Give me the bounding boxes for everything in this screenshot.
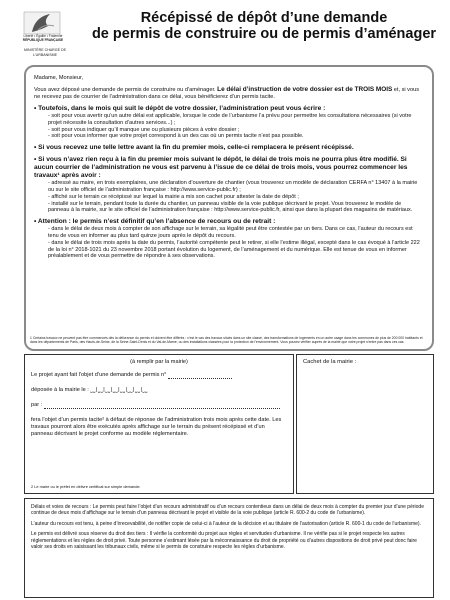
section-3-item-3: - installé sur le terrain, pendant toute la durée du chantier, un panneau visible de la voie publique décrivant le projet. Vous trouverez le modèle de panneau à la mairie, sur le site officiel de l’administration française : http://www.service-public.fr, ainsi que dans la plupart des magasins de matériaux. [48, 200, 413, 214]
deposit-date-label: déposée à la mairie le : [31, 387, 89, 393]
section-4-heading: • Attention : le permis n’est définitif qu’en l’absence de recours ou de retrait : [34, 218, 276, 226]
legal-paragraph-1: Délais et voies de recours : Le permis peut faire l’objet d’un recours administratif ou d’un recours contentieux dans un délai de deux mois à compter du premier jour d’une période continue de deux mois d’affichage sur le terrain d’un panneau décrivant le projet et visible de la voie publique (article R. 600-2 du code de l’urbanisme). [31, 504, 424, 517]
permit-number-field[interactable] [168, 373, 232, 379]
permit-number-label: Le projet ayant fait l’objet d’une demande de permis n° [31, 372, 167, 378]
section-3-heading: • Si vous n’avez rien reçu à la fin du premier mois suivant le dépôt, le délai de trois mois ne pourra plus être modifié. Si aucun courrier de l’administration ne vous est parvenu à l’issue de ce délai de trois mois, vous pourrez commencer les travaux¹ après avoir : [34, 156, 408, 180]
intro-text-c: et, si vous ne recevez pas de courrier de l’administration dans ce délai, vous bénéficierez d’un permis tacite. [34, 87, 419, 100]
mairie-stamp-box [296, 354, 434, 494]
intro-text-b: Le délai d’instruction de votre dossier est de TROIS MOIS [217, 86, 393, 93]
mairie-fill-box [24, 354, 294, 494]
section-4-item-1: - dans le délai de deux mois à compter de son affichage sur le terrain, sa légalité peut être contestée par un tiers. Dans ce cas, l’auteur du recours est tenu de vous en informer au plus tard quinze jours après le dépôt du recours. [48, 226, 413, 239]
mairie-footnote: 2 Le maire ou le préfet en délivre certificat sur simple demande. [31, 484, 141, 489]
mairie-box-header: (à remplir par la mairie) [130, 359, 188, 365]
section-1-item-1: - soit pour vous avertir qu’un autre délai est applicable, lorsque le code de l’urbanisme l’a prévu pour permettre les consultations nécessaires (si votre projet nécessite la consultation d’autres services...) ; [48, 113, 412, 126]
intro-paragraph [34, 86, 424, 101]
applicant-label: par : [31, 402, 43, 408]
legal-paragraph-2: L’auteur du recours est tenu, à peine d’irrecevabilité, de notifier copie de celui-ci à l’auteur de la décision et au titulaire de l’autorisation (article R. 600-1 du code de l’urbanisme). [31, 520, 421, 527]
section-1-heading: • Toutefois, dans le mois qui suit le dépôt de votre dossier, l’administration peut vous écrire : [34, 105, 326, 112]
section-2-heading: • Si vous recevez une telle lettre avant la fin du premier mois, celle-ci remplacera le présent récépissé. [34, 144, 354, 152]
permit-number-row [31, 372, 287, 379]
title-line-2: de permis de construire ou de permis d’aménager [91, 26, 437, 42]
header [8, 6, 442, 66]
legal-paragraph-3: Le permis est délivré sous réserve du droit des tiers : Il vérifie la conformité du projet aux règles et servitudes d’urbanisme. Il ne vérifie pas si le projet respecte les autres réglementations et les règles de droit privé. Toute personne s’estimant lésée par la méconnaissance du droit de propriété ou d’autres dispositions de droit privé peut donc faire valoir ses droits en saisissant les tribunaux civils, même si le permis de construire respecte les règles d’urbanisme. [31, 531, 417, 551]
section-3-item-2: - affiché sur le terrain ce récépissé sur lequel la mairie a mis son cachet pour attester la date de dépôt ; [48, 193, 299, 200]
title-line-1: Récépissé de dépôt d’une demande [140, 10, 388, 26]
notice-box [24, 65, 434, 351]
section-4-item-2: - dans le délai de trois mois après la date du permis, l’autorité compétente peut le retirer, si elle l’estime illégal, excepté dans le cas évoqué à l’article 222 de la loi n° 2018-1021 du 23 novembre 2018 portant évolution du logement, de l’aménagement et du numérique. Elle est tenue de vous en informer préalablement et de vous permettre de répondre à ses observations. [48, 239, 420, 260]
section-1-item-3: - soit pour vous informer que votre projet correspond à un des cas où un permis tacite n’est pas possible. [48, 133, 304, 140]
intro-text-a: Vous avez déposé une demande de permis de construire ou d’aménager. [34, 87, 218, 93]
applicant-row [31, 402, 287, 409]
section-1-item-2: - soit pour vous indiquer qu’il manque une ou plusieurs pièces à votre dossier ; [48, 126, 240, 133]
page-title [86, 10, 442, 42]
section-3-item-1: - adressé au maire, en trois exemplaires, une déclaration d’ouverture de chantier (vous trouverez un modèle de déclaration CERFA n° 13407 à la mairie ou sur le site officiel de l’administration française : http://www.service-public.fr) ; [48, 180, 418, 193]
deposit-date-row [31, 387, 287, 394]
applicant-field[interactable] [44, 403, 280, 409]
logo-republic: RÉPUBLIQUE FRANÇAISE [22, 38, 64, 42]
logo-text [12, 34, 74, 42]
logo-motto: Liberté • Égalité • Fraternité [23, 34, 63, 38]
deposit-date-field[interactable]: ⎵⎵|⎵⎵|⎵⎵|⎵⎵|⎵⎵|⎵⎵|⎵⎵|⎵⎵ [90, 387, 148, 393]
notice-footnote: 1 Certains travaux ne peuvent pas être commencés dès la délivrance du permis et doivent être différés : c’est le cas des travaux situés dans un site classé, des transformations de logements en un autre usage dans les communes de plus de 200 000 habitants et dans les départements de Paris, des Hauts-de-Seine, de la Seine-Saint-Denis et du Val-de-Marne, ou des installations classées pour la protection de l’environnement. Vous pouvez vérifier auprès de la mairie que votre projet n’entre pas dans ces cas. [30, 336, 423, 345]
legal-box [24, 498, 434, 598]
ministry-label: MINISTÈRE CHARGÉ DE L'URBANISME [24, 48, 66, 57]
tacit-permit-text: fera l’objet d’un permis tacite² à défaut de réponse de l’administration trois mois après cette date. Les travaux pourront alors être exécutés après affichage sur le terrain du présent récépissé et d’un panneau décrivant le projet conforme au modèle réglementaire. [31, 417, 282, 437]
stamp-label: Cachet de la mairie : [303, 359, 357, 365]
greeting: Madame, Monsieur, [34, 75, 84, 81]
